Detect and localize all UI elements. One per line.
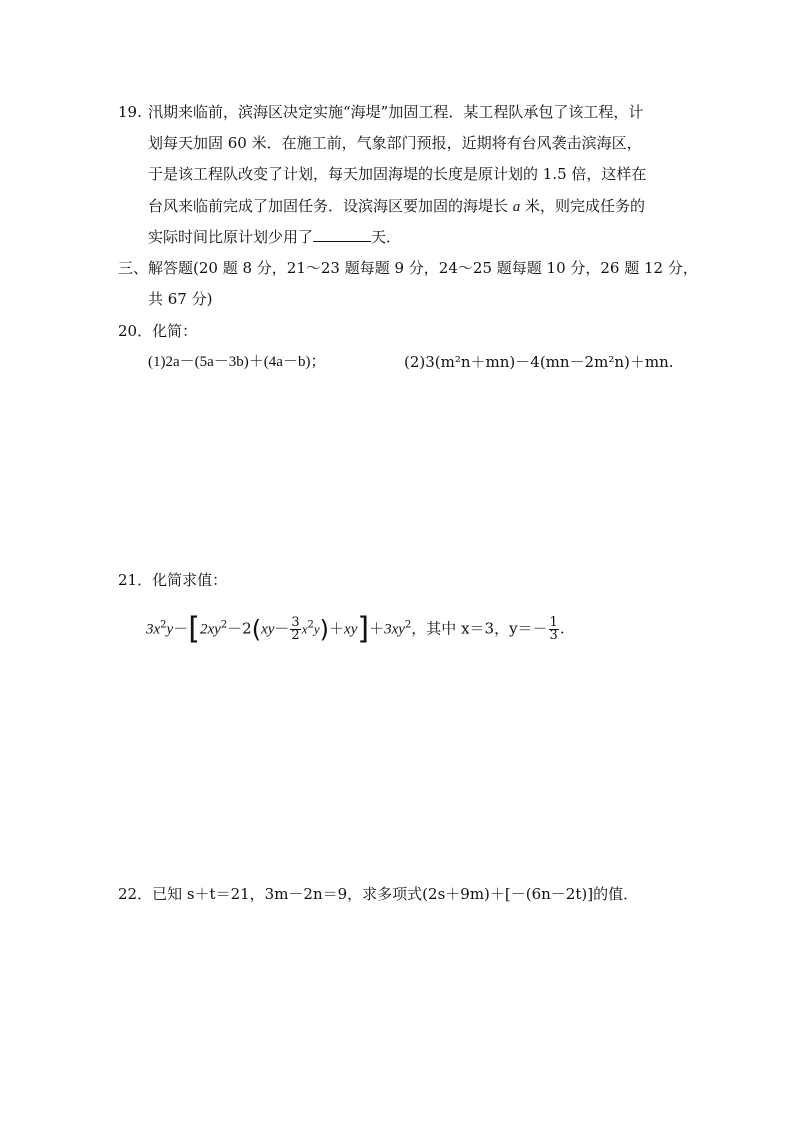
q21-title: 21．化简求值：	[118, 571, 228, 589]
q19-line-2: 划每天加固 60 米．在施工前，气象部门预报，近期将有台风袭击滨海区，	[148, 134, 642, 152]
q19-number: 19.	[118, 103, 142, 121]
variable-a: a	[512, 199, 521, 215]
q20-title: 20．化简：	[118, 322, 198, 340]
q21-expression: $3x^2y-[2xy^2-2(xy-$ $\frac{3}{2}$ $x^2y)+xy]+3xy^2$，其中 x＝3，y＝－ $\frac{1}{3}$ .	[146, 611, 565, 647]
q19-line-1: 汛期来临前，滨海区决定实施“海堤”加固工程．某工程队承包了该工程，计	[148, 103, 644, 121]
q20-part-1: (1)2a－(5a－3b)＋(4a－b)；	[148, 354, 326, 370]
q19-line-5: 实际时间比原计划少用了 天．	[148, 228, 402, 246]
fraction-one-third: $\frac{1}{3}$	[549, 615, 558, 643]
fraction-three-halves: $\frac{3}{2}$	[291, 615, 300, 643]
q20-part-2: (2)3(m²n＋mn)－4(mn－2m²n)＋mn.	[404, 353, 674, 371]
q22-text: 22．已知 s＋t＝21，3m－2n＝9，求多项式(2s＋9m)＋[－(6n－2t)]的值．	[118, 885, 639, 903]
q19-line-4: 台风来临前完成了加固任务．设滨海区要加固的海堤长 a 米，则完成任务的	[148, 197, 646, 215]
answer-blank[interactable]	[313, 227, 371, 242]
q19-line-3: 于是该工程队改变了计划，每天加固海堤的长度是原计划的 1.5 倍，这样在	[148, 165, 647, 183]
section-3-header: 三、解答题(20 题 8 分，21～23 题每题 9 分，24～25 题每题 10 分，26 题 12 分，	[118, 259, 698, 277]
section-3-header-cont: 共 67 分)	[148, 290, 213, 308]
